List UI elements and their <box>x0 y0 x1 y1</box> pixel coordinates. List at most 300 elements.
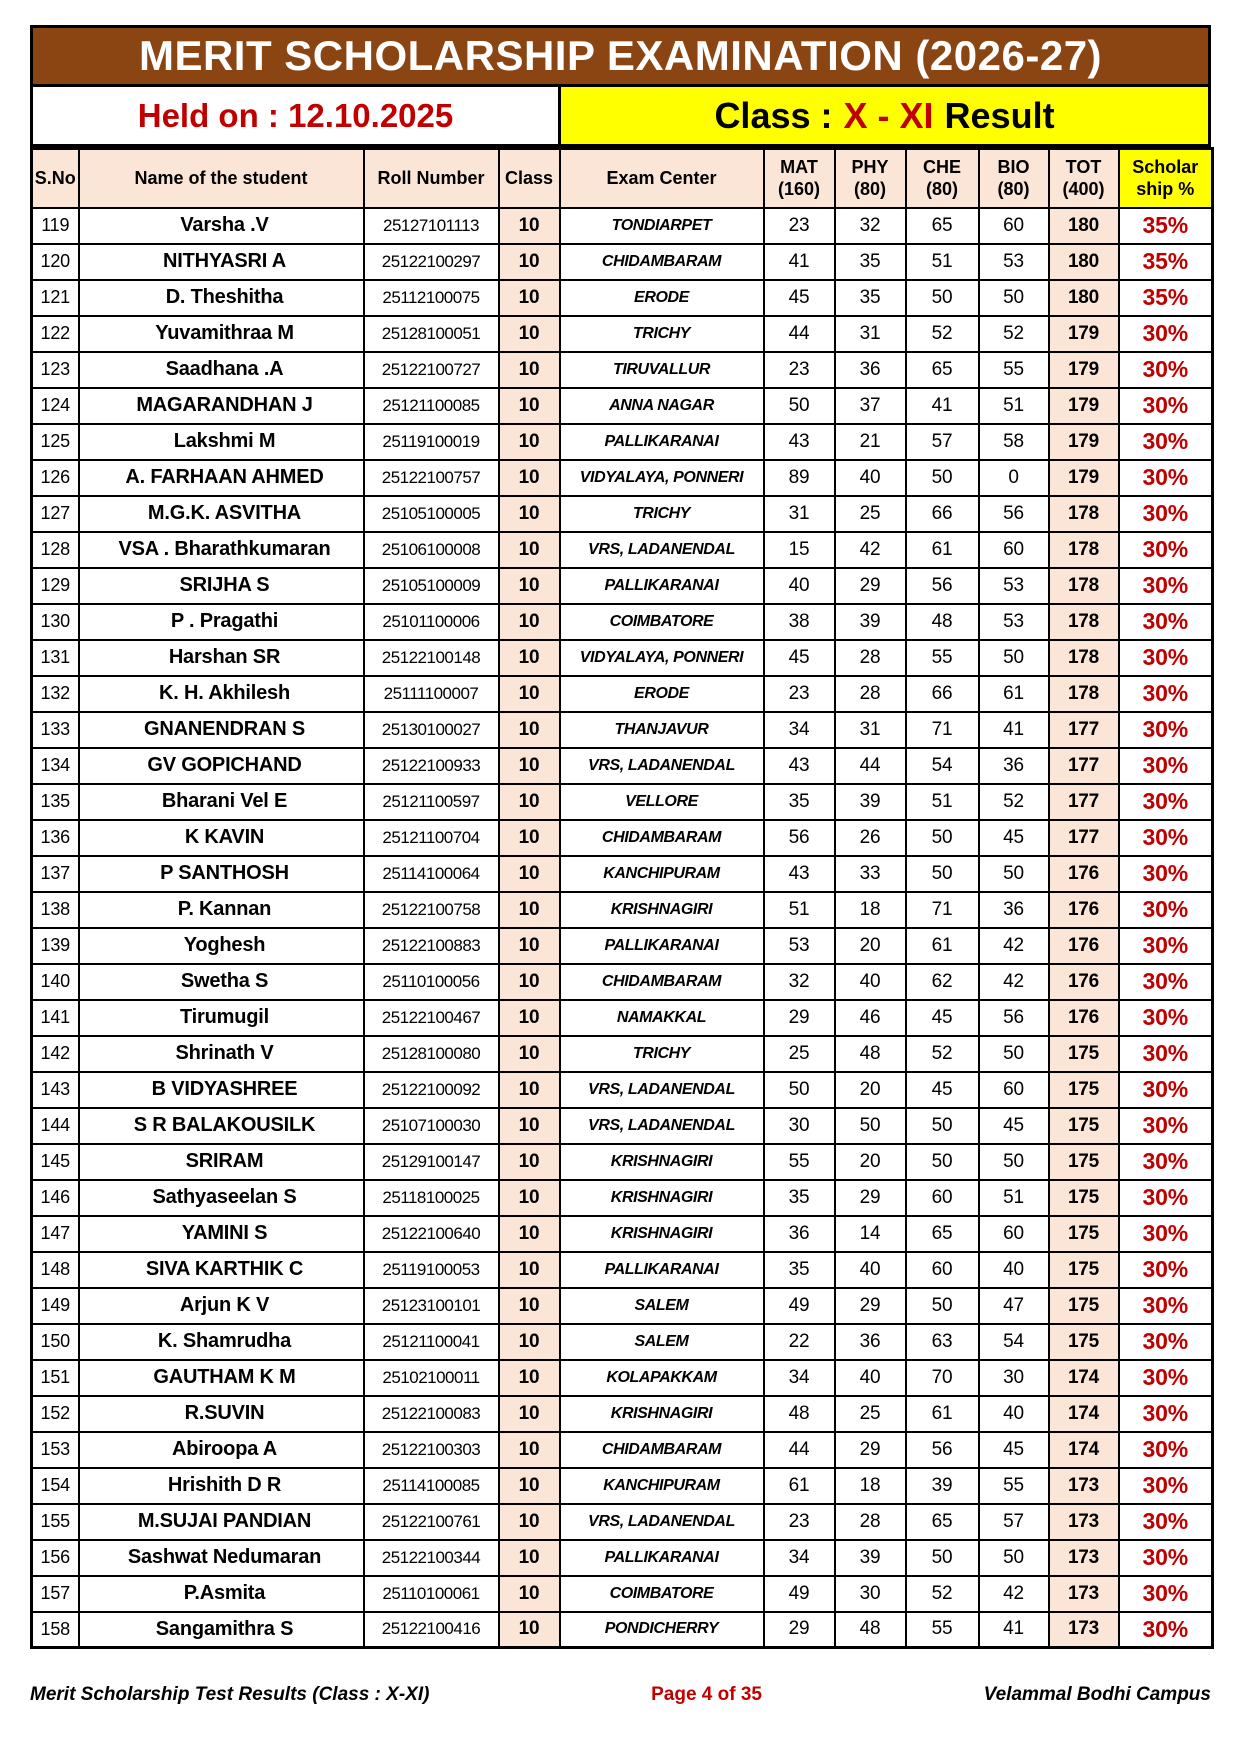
cell-cls: 10 <box>499 1540 560 1576</box>
cell-phy: 35 <box>835 244 906 280</box>
cell-pct: 30% <box>1119 1036 1213 1072</box>
cell-tot: 178 <box>1049 496 1119 532</box>
cell-mat: 48 <box>764 1396 835 1432</box>
cell-roll: 25129100147 <box>364 1144 499 1180</box>
cell-roll: 25121100041 <box>364 1324 499 1360</box>
cell-mat: 89 <box>764 460 835 496</box>
cell-phy: 21 <box>835 424 906 460</box>
cell-center: VRS, LADANENDAL <box>560 748 764 784</box>
cell-bio: 52 <box>979 784 1049 820</box>
cell-pct: 30% <box>1119 892 1213 928</box>
cell-phy: 44 <box>835 748 906 784</box>
cell-phy: 20 <box>835 1144 906 1180</box>
cell-center: TRICHY <box>560 496 764 532</box>
sub-header <box>30 87 1211 147</box>
cell-pct: 35% <box>1119 244 1213 280</box>
cell-center: PALLIKARANAI <box>560 928 764 964</box>
cell-cls: 10 <box>499 1504 560 1540</box>
cell-che: 51 <box>906 784 979 820</box>
cell-cls: 10 <box>499 1252 560 1288</box>
table-row <box>32 532 1213 568</box>
cell-che: 52 <box>906 1576 979 1612</box>
cell-sno: 153 <box>32 1432 79 1468</box>
cell-pct: 30% <box>1119 424 1213 460</box>
cell-cls: 10 <box>499 244 560 280</box>
cell-phy: 28 <box>835 676 906 712</box>
cell-mat: 23 <box>764 208 835 244</box>
cell-center: TRICHY <box>560 1036 764 1072</box>
cell-bio: 51 <box>979 1180 1049 1216</box>
cell-cls: 10 <box>499 280 560 316</box>
cell-tot: 178 <box>1049 568 1119 604</box>
cell-center: ANNA NAGAR <box>560 388 764 424</box>
cell-center: KRISHNAGIRI <box>560 1396 764 1432</box>
cell-tot: 176 <box>1049 856 1119 892</box>
cell-tot: 177 <box>1049 712 1119 748</box>
cell-phy: 36 <box>835 1324 906 1360</box>
cell-pct: 30% <box>1119 676 1213 712</box>
cell-tot: 176 <box>1049 928 1119 964</box>
table-row <box>32 676 1213 712</box>
table-row <box>32 1468 1213 1504</box>
cell-roll: 25122100933 <box>364 748 499 784</box>
cell-che: 41 <box>906 388 979 424</box>
cell-sno: 138 <box>32 892 79 928</box>
cell-sno: 142 <box>32 1036 79 1072</box>
cell-mat: 43 <box>764 748 835 784</box>
cell-roll: 25119100019 <box>364 424 499 460</box>
cell-mat: 49 <box>764 1576 835 1612</box>
cell-center: ERODE <box>560 280 764 316</box>
cell-mat: 45 <box>764 640 835 676</box>
cell-center: VRS, LADANENDAL <box>560 532 764 568</box>
table-row <box>32 1396 1213 1432</box>
cell-tot: 175 <box>1049 1324 1119 1360</box>
cell-tot: 173 <box>1049 1576 1119 1612</box>
cell-phy: 40 <box>835 964 906 1000</box>
cell-phy: 42 <box>835 532 906 568</box>
cell-cls: 10 <box>499 1576 560 1612</box>
cell-tot: 180 <box>1049 208 1119 244</box>
table-row <box>32 1036 1213 1072</box>
cell-name: P.Asmita <box>79 1576 364 1612</box>
cell-bio: 36 <box>979 892 1049 928</box>
table-row <box>32 1072 1213 1108</box>
cell-che: 66 <box>906 676 979 712</box>
cell-che: 60 <box>906 1252 979 1288</box>
cell-center: VRS, LADANENDAL <box>560 1108 764 1144</box>
cell-che: 57 <box>906 424 979 460</box>
cell-roll: 25122100761 <box>364 1504 499 1540</box>
cell-roll: 25114100064 <box>364 856 499 892</box>
cell-center: CHIDAMBARAM <box>560 1432 764 1468</box>
cell-name: K. H. Akhilesh <box>79 676 364 712</box>
cell-name: SRIRAM <box>79 1144 364 1180</box>
cell-pct: 30% <box>1119 640 1213 676</box>
cell-bio: 60 <box>979 532 1049 568</box>
cell-name: P. Kannan <box>79 892 364 928</box>
cell-cls: 10 <box>499 1144 560 1180</box>
cell-mat: 29 <box>764 1000 835 1036</box>
cell-che: 50 <box>906 1108 979 1144</box>
cell-sno: 158 <box>32 1612 79 1648</box>
cell-phy: 35 <box>835 280 906 316</box>
cell-sno: 134 <box>32 748 79 784</box>
cell-tot: 178 <box>1049 532 1119 568</box>
page-title: MERIT SCHOLARSHIP EXAMINATION (2026-27) <box>30 25 1211 87</box>
cell-name: K KAVIN <box>79 820 364 856</box>
cell-sno: 123 <box>32 352 79 388</box>
cell-che: 71 <box>906 712 979 748</box>
cell-pct: 30% <box>1119 1288 1213 1324</box>
col-header-scholarship: Scholar ship % <box>1119 149 1213 208</box>
page-footer <box>30 1684 1211 1706</box>
col-header-roll: Roll Number <box>364 149 499 208</box>
cell-cls: 10 <box>499 532 560 568</box>
cell-pct: 30% <box>1119 1504 1213 1540</box>
cell-roll: 25122100083 <box>364 1396 499 1432</box>
cell-tot: 175 <box>1049 1180 1119 1216</box>
cell-pct: 30% <box>1119 1144 1213 1180</box>
cell-sno: 132 <box>32 676 79 712</box>
cell-sno: 119 <box>32 208 79 244</box>
cell-center: TONDIARPET <box>560 208 764 244</box>
cell-cls: 10 <box>499 1000 560 1036</box>
cell-name: GAUTHAM K M <box>79 1360 364 1396</box>
cell-phy: 32 <box>835 208 906 244</box>
cell-tot: 176 <box>1049 1000 1119 1036</box>
col-header-tot: TOT (400) <box>1049 149 1119 208</box>
cell-pct: 30% <box>1119 964 1213 1000</box>
cell-che: 63 <box>906 1324 979 1360</box>
cell-che: 60 <box>906 1180 979 1216</box>
cell-center: KRISHNAGIRI <box>560 1180 764 1216</box>
cell-bio: 56 <box>979 1000 1049 1036</box>
cell-center: TIRUVALLUR <box>560 352 764 388</box>
cell-bio: 0 <box>979 460 1049 496</box>
cell-bio: 55 <box>979 1468 1049 1504</box>
cell-bio: 50 <box>979 1036 1049 1072</box>
cell-cls: 10 <box>499 316 560 352</box>
cell-cls: 10 <box>499 928 560 964</box>
cell-bio: 42 <box>979 964 1049 1000</box>
cell-mat: 43 <box>764 856 835 892</box>
cell-bio: 42 <box>979 928 1049 964</box>
cell-pct: 30% <box>1119 1324 1213 1360</box>
cell-roll: 25122100303 <box>364 1432 499 1468</box>
results-tbody <box>32 208 1213 1648</box>
cell-phy: 29 <box>835 1288 906 1324</box>
cell-phy: 26 <box>835 820 906 856</box>
cell-center: KOLAPAKKAM <box>560 1360 764 1396</box>
table-row <box>32 1432 1213 1468</box>
cell-bio: 61 <box>979 676 1049 712</box>
cell-cls: 10 <box>499 568 560 604</box>
cell-bio: 50 <box>979 1540 1049 1576</box>
cell-bio: 56 <box>979 496 1049 532</box>
cell-roll: 25105100005 <box>364 496 499 532</box>
cell-che: 56 <box>906 1432 979 1468</box>
cell-sno: 120 <box>32 244 79 280</box>
cell-cls: 10 <box>499 424 560 460</box>
cell-bio: 53 <box>979 568 1049 604</box>
cell-sno: 155 <box>32 1504 79 1540</box>
table-row <box>32 892 1213 928</box>
cell-name: Yuvamithraa M <box>79 316 364 352</box>
table-row <box>32 856 1213 892</box>
cell-name: MAGARANDHAN J <box>79 388 364 424</box>
cell-tot: 175 <box>1049 1108 1119 1144</box>
cell-pct: 30% <box>1119 1252 1213 1288</box>
cell-bio: 50 <box>979 640 1049 676</box>
cell-phy: 36 <box>835 352 906 388</box>
cell-sno: 124 <box>32 388 79 424</box>
cell-roll: 25122100148 <box>364 640 499 676</box>
cell-mat: 23 <box>764 352 835 388</box>
cell-tot: 175 <box>1049 1216 1119 1252</box>
cell-roll: 25123100101 <box>364 1288 499 1324</box>
cell-mat: 22 <box>764 1324 835 1360</box>
cell-pct: 30% <box>1119 316 1213 352</box>
cell-center: KANCHIPURAM <box>560 1468 764 1504</box>
cell-name: S R BALAKOUSILK <box>79 1108 364 1144</box>
cell-name: Tirumugil <box>79 1000 364 1036</box>
cell-pct: 30% <box>1119 1612 1213 1648</box>
cell-bio: 36 <box>979 748 1049 784</box>
cell-mat: 34 <box>764 1360 835 1396</box>
cell-name: SRIJHA S <box>79 568 364 604</box>
class-result-class: X - XI <box>843 94 934 136</box>
cell-cls: 10 <box>499 208 560 244</box>
cell-phy: 40 <box>835 1252 906 1288</box>
cell-sno: 136 <box>32 820 79 856</box>
results-table <box>30 147 1214 1649</box>
cell-sno: 145 <box>32 1144 79 1180</box>
cell-bio: 30 <box>979 1360 1049 1396</box>
cell-mat: 50 <box>764 388 835 424</box>
cell-center: PONDICHERRY <box>560 1612 764 1648</box>
footer-page-number: Page 4 of 35 <box>651 1684 762 1705</box>
table-row <box>32 820 1213 856</box>
cell-mat: 51 <box>764 892 835 928</box>
cell-mat: 25 <box>764 1036 835 1072</box>
cell-tot: 174 <box>1049 1360 1119 1396</box>
col-header-name: Name of the student <box>79 149 364 208</box>
cell-roll: 25105100009 <box>364 568 499 604</box>
table-row <box>32 280 1213 316</box>
cell-sno: 122 <box>32 316 79 352</box>
cell-phy: 20 <box>835 1072 906 1108</box>
cell-mat: 23 <box>764 1504 835 1540</box>
cell-pct: 35% <box>1119 280 1213 316</box>
cell-tot: 179 <box>1049 460 1119 496</box>
cell-name: Lakshmi M <box>79 424 364 460</box>
cell-tot: 179 <box>1049 424 1119 460</box>
cell-phy: 39 <box>835 784 906 820</box>
cell-mat: 40 <box>764 568 835 604</box>
cell-sno: 146 <box>32 1180 79 1216</box>
cell-mat: 15 <box>764 532 835 568</box>
cell-phy: 20 <box>835 928 906 964</box>
cell-che: 50 <box>906 820 979 856</box>
cell-bio: 58 <box>979 424 1049 460</box>
held-on-date: Held on : 12.10.2025 <box>33 87 561 144</box>
class-result-label <box>561 87 1208 144</box>
cell-tot: 178 <box>1049 676 1119 712</box>
cell-phy: 29 <box>835 1432 906 1468</box>
cell-cls: 10 <box>499 1396 560 1432</box>
cell-pct: 30% <box>1119 1108 1213 1144</box>
cell-mat: 45 <box>764 280 835 316</box>
cell-tot: 177 <box>1049 820 1119 856</box>
cell-roll: 25128100051 <box>364 316 499 352</box>
cell-sno: 141 <box>32 1000 79 1036</box>
cell-roll: 25102100011 <box>364 1360 499 1396</box>
cell-name: Abiroopa A <box>79 1432 364 1468</box>
cell-roll: 25106100008 <box>364 532 499 568</box>
footer-campus-name: Velammal Bodhi Campus <box>983 1684 1211 1705</box>
col-header-bio: BIO (80) <box>979 149 1049 208</box>
cell-name: P . Pragathi <box>79 604 364 640</box>
cell-pct: 30% <box>1119 748 1213 784</box>
cell-bio: 42 <box>979 1576 1049 1612</box>
cell-bio: 57 <box>979 1504 1049 1540</box>
cell-bio: 45 <box>979 1108 1049 1144</box>
cell-cls: 10 <box>499 892 560 928</box>
cell-cls: 10 <box>499 1612 560 1648</box>
cell-center: PALLIKARANAI <box>560 568 764 604</box>
cell-name: Sashwat Nedumaran <box>79 1540 364 1576</box>
cell-roll: 25110100061 <box>364 1576 499 1612</box>
cell-phy: 48 <box>835 1612 906 1648</box>
table-row <box>32 784 1213 820</box>
cell-pct: 30% <box>1119 1468 1213 1504</box>
cell-sno: 143 <box>32 1072 79 1108</box>
cell-phy: 39 <box>835 604 906 640</box>
cell-roll: 25122100640 <box>364 1216 499 1252</box>
cell-che: 65 <box>906 208 979 244</box>
cell-che: 51 <box>906 244 979 280</box>
cell-pct: 30% <box>1119 604 1213 640</box>
cell-mat: 35 <box>764 1252 835 1288</box>
cell-tot: 179 <box>1049 388 1119 424</box>
cell-che: 61 <box>906 532 979 568</box>
cell-center: VRS, LADANENDAL <box>560 1504 764 1540</box>
table-row <box>32 1540 1213 1576</box>
cell-tot: 175 <box>1049 1288 1119 1324</box>
cell-center: VRS, LADANENDAL <box>560 1072 764 1108</box>
cell-center: KANCHIPURAM <box>560 856 764 892</box>
cell-roll: 25122100757 <box>364 460 499 496</box>
cell-roll: 25122100758 <box>364 892 499 928</box>
cell-name: M.G.K. ASVITHA <box>79 496 364 532</box>
cell-mat: 30 <box>764 1108 835 1144</box>
cell-cls: 10 <box>499 1036 560 1072</box>
cell-pct: 30% <box>1119 712 1213 748</box>
cell-cls: 10 <box>499 604 560 640</box>
cell-bio: 51 <box>979 388 1049 424</box>
cell-name: Sangamithra S <box>79 1612 364 1648</box>
cell-che: 55 <box>906 1612 979 1648</box>
table-row <box>32 1324 1213 1360</box>
cell-cls: 10 <box>499 352 560 388</box>
cell-name: VSA . Bharathkumaran <box>79 532 364 568</box>
cell-phy: 31 <box>835 712 906 748</box>
cell-mat: 23 <box>764 676 835 712</box>
cell-phy: 14 <box>835 1216 906 1252</box>
cell-sno: 125 <box>32 424 79 460</box>
cell-name: Sathyaseelan S <box>79 1180 364 1216</box>
cell-phy: 46 <box>835 1000 906 1036</box>
cell-mat: 38 <box>764 604 835 640</box>
cell-bio: 40 <box>979 1252 1049 1288</box>
cell-mat: 35 <box>764 784 835 820</box>
cell-tot: 177 <box>1049 784 1119 820</box>
cell-tot: 173 <box>1049 1504 1119 1540</box>
cell-pct: 30% <box>1119 1216 1213 1252</box>
cell-che: 65 <box>906 352 979 388</box>
cell-name: Swetha S <box>79 964 364 1000</box>
cell-phy: 28 <box>835 1504 906 1540</box>
cell-roll: 25122100297 <box>364 244 499 280</box>
cell-mat: 36 <box>764 1216 835 1252</box>
cell-che: 71 <box>906 892 979 928</box>
cell-che: 55 <box>906 640 979 676</box>
cell-cls: 10 <box>499 1072 560 1108</box>
cell-mat: 44 <box>764 316 835 352</box>
cell-center: SALEM <box>560 1288 764 1324</box>
cell-phy: 37 <box>835 388 906 424</box>
cell-phy: 29 <box>835 1180 906 1216</box>
cell-phy: 25 <box>835 496 906 532</box>
cell-che: 48 <box>906 604 979 640</box>
cell-che: 61 <box>906 928 979 964</box>
cell-sno: 152 <box>32 1396 79 1432</box>
table-row <box>32 1216 1213 1252</box>
cell-pct: 30% <box>1119 1432 1213 1468</box>
cell-sno: 121 <box>32 280 79 316</box>
table-row <box>32 1612 1213 1648</box>
cell-pct: 30% <box>1119 1576 1213 1612</box>
cell-bio: 60 <box>979 1216 1049 1252</box>
cell-roll: 25128100080 <box>364 1036 499 1072</box>
cell-pct: 30% <box>1119 784 1213 820</box>
cell-bio: 54 <box>979 1324 1049 1360</box>
cell-sno: 127 <box>32 496 79 532</box>
cell-cls: 10 <box>499 1288 560 1324</box>
cell-name: Arjun K V <box>79 1288 364 1324</box>
table-row <box>32 244 1213 280</box>
cell-cls: 10 <box>499 1180 560 1216</box>
cell-roll: 25121100597 <box>364 784 499 820</box>
cell-roll: 25112100075 <box>364 280 499 316</box>
cell-tot: 174 <box>1049 1432 1119 1468</box>
cell-tot: 173 <box>1049 1540 1119 1576</box>
cell-mat: 55 <box>764 1144 835 1180</box>
cell-bio: 52 <box>979 316 1049 352</box>
cell-pct: 30% <box>1119 1180 1213 1216</box>
cell-name: B VIDYASHREE <box>79 1072 364 1108</box>
cell-center: KRISHNAGIRI <box>560 1144 764 1180</box>
cell-che: 45 <box>906 1072 979 1108</box>
cell-mat: 34 <box>764 712 835 748</box>
cell-pct: 30% <box>1119 496 1213 532</box>
cell-tot: 179 <box>1049 316 1119 352</box>
cell-bio: 41 <box>979 712 1049 748</box>
cell-tot: 175 <box>1049 1072 1119 1108</box>
cell-che: 52 <box>906 1036 979 1072</box>
cell-cls: 10 <box>499 820 560 856</box>
